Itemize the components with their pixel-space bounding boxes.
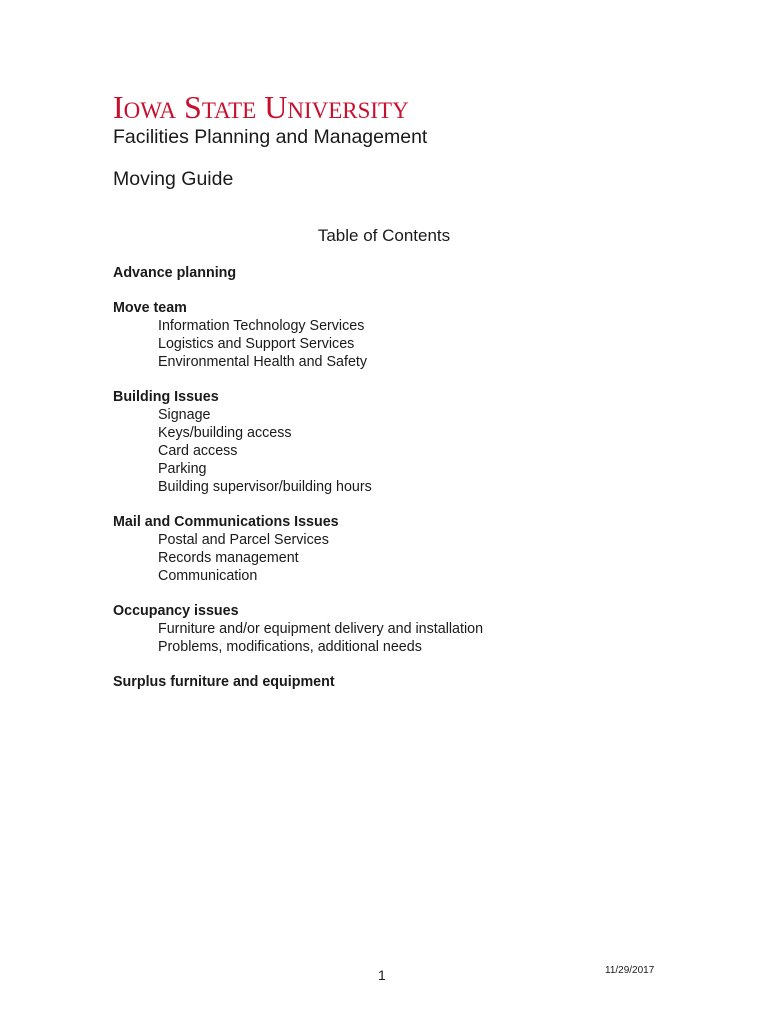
toc-item: Problems, modifications, additional needs xyxy=(158,639,422,655)
toc-item: Card access xyxy=(158,443,238,459)
toc-section xyxy=(113,602,713,656)
toc-section xyxy=(113,673,713,691)
logo-text: OWA xyxy=(123,98,177,123)
university-logo xyxy=(113,91,409,127)
toc-item: Building supervisor/building hours xyxy=(158,479,372,495)
toc-section-title: Occupancy issues xyxy=(113,603,239,619)
logo-initial: I xyxy=(113,89,124,125)
toc-item: Furniture and/or equipment delivery and installation xyxy=(158,621,484,637)
toc-item: Records management xyxy=(158,550,299,566)
toc-subitem-list xyxy=(113,317,713,371)
toc-item: Communication xyxy=(158,568,258,584)
toc-section-title: Building Issues xyxy=(113,389,219,405)
toc-section xyxy=(113,299,713,371)
toc-item: Keys/building access xyxy=(158,425,292,441)
toc-subitem-list xyxy=(113,531,713,585)
logo-text: TATE xyxy=(201,98,257,123)
toc-section-title: Move team xyxy=(113,300,187,316)
footer-date: 11/29/2017 xyxy=(605,965,655,976)
toc-item: Signage xyxy=(158,407,211,423)
page-number: 1 xyxy=(378,967,386,983)
toc-item: Parking xyxy=(158,461,207,477)
toc-section-title: Mail and Communications Issues xyxy=(113,514,339,530)
department-name: Facilities Planning and Management xyxy=(113,126,428,148)
toc-section-title: Surplus furniture and equipment xyxy=(113,674,335,690)
toc-subitem-list xyxy=(113,620,713,656)
logo-initial: S xyxy=(184,89,202,125)
logo-text: NIVERSITY xyxy=(287,98,409,123)
toc-section xyxy=(113,264,713,282)
document-title: Moving Guide xyxy=(113,168,234,190)
toc-section xyxy=(113,513,713,585)
toc-item: Logistics and Support Services xyxy=(158,336,355,352)
table-of-contents xyxy=(113,264,713,708)
toc-item: Postal and Parcel Services xyxy=(158,532,329,548)
toc-item: Environmental Health and Safety xyxy=(158,354,368,370)
toc-section-title: Advance planning xyxy=(113,265,237,281)
toc-item: Information Technology Services xyxy=(158,318,365,334)
toc-section xyxy=(113,388,713,496)
logo-initial: U xyxy=(264,89,288,125)
toc-subitem-list xyxy=(113,406,713,496)
toc-heading: Table of Contents xyxy=(317,226,451,245)
